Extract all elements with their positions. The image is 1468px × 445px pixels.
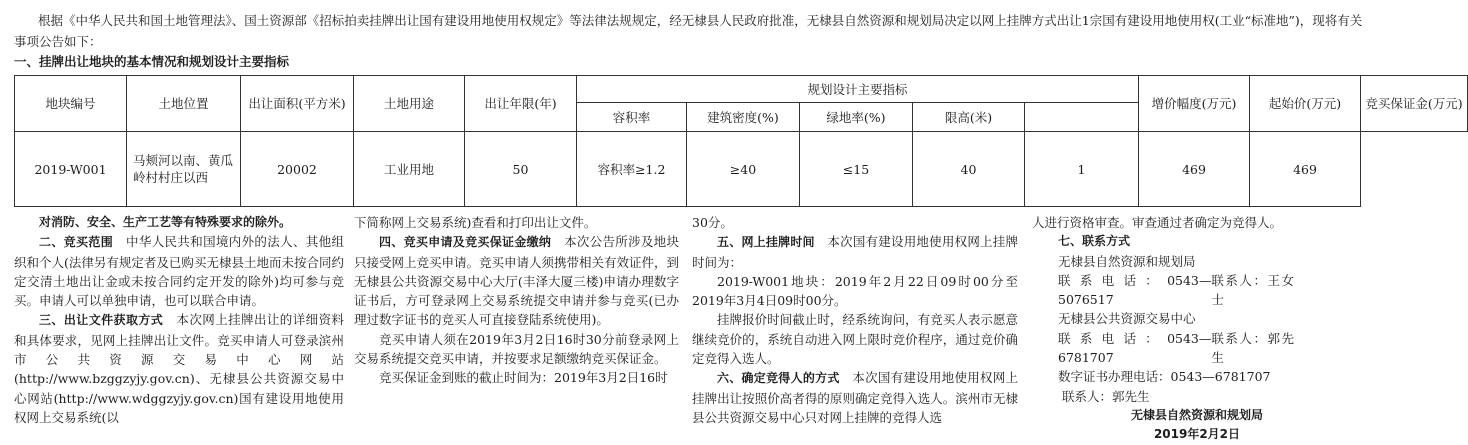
cell-parcel-no: 2019-W001 xyxy=(15,132,127,207)
paragraph: 本次国有建设用地使用权网上挂牌出让按照价高者得的原则确定竞得入选人。滨州市无棣县公共资源交易中心只对网上挂牌的竞得人选 xyxy=(692,370,1018,425)
text-column-4 xyxy=(1032,213,1362,445)
header-area: 出让面积(平方米) xyxy=(241,76,354,132)
contact-row-1 xyxy=(1058,271,1294,310)
paragraph: 本次网上挂牌出让的详细资料和具体要求，见网上挂牌出让文件。竞买申请人可登录滨州市公共资源交易中心网站(http://www.bzggzyjy.gov.cn)、无棣县公共资源交易中心网站(http://www.wdggzyjy.gov.cn)国有建设用地使用权网上交易系统(以 xyxy=(14,312,344,425)
paragraph: 挂牌报价时间截止时，经系统询问，有竞买人表示愿意继续竞价的，系统自动进入网上限时竞价程序，通过竞价确定竞得入选人。 xyxy=(692,312,1018,367)
paragraph: 2019-W001地块：2019年2月22日09时00分至2019年3月4日09时00分。 xyxy=(692,273,1018,309)
contact-person-1: 联系人：王女士 xyxy=(1211,272,1294,308)
paragraph: 竞买保证金到账的截止时间为：2019年3月2日16时 xyxy=(379,370,668,386)
parcel-table xyxy=(14,75,1468,207)
section-heading: 七、联系方式 xyxy=(1058,234,1131,249)
cell-location: 马颊河以南、黄瓜岭村村庄以西 xyxy=(127,132,241,207)
cell-increment: 1 xyxy=(1025,132,1139,207)
header-green: 绿地率(%) xyxy=(800,103,913,132)
publish-date: 2019年2月2日 xyxy=(1153,427,1241,442)
section-heading: 六、确定竞得人的方式 xyxy=(717,371,840,386)
contact-org-2: 无棣县公共资源交易中心 xyxy=(1058,311,1196,327)
paragraph: 中华人民共和国境内外的法人、其他组织和个人(法律另有规定者及已购买无棣县土地而未按合同约定交清土地出让金或未按合同约定开发的除外)均可参与竞买。申请人可以单独申请，也可以联合申请。 xyxy=(14,234,344,309)
header-deposit: 竞买保证金(万元) xyxy=(1361,76,1468,132)
intro-paragraph: 根据《中华人民共和国土地管理法》、国土资源部《招标拍卖挂牌出让国有建设用地使用权规定》等法律法规规定，经无棣县人民政府批准，无棣县自然资源和规划局决定以网上挂牌方式出让1宗国有建设用地使用权(工业“标准地”)，现将有关事项公告如下： xyxy=(14,13,1363,49)
special-requirements-note: 对消防、安全、生产工艺等有特殊要求的除外。 xyxy=(39,215,292,229)
text-column-1 xyxy=(14,213,344,427)
cell-use: 工业用地 xyxy=(354,132,465,207)
header-location: 土地位置 xyxy=(127,76,241,132)
contact-person-3: 联系人：郭先生 xyxy=(1062,388,1150,404)
header-planning: 规划设计主要指标 xyxy=(577,76,1139,103)
cell-height: 40 xyxy=(913,132,1025,207)
contact-phone-1: 联系电话：0543—5076517 xyxy=(1058,272,1212,308)
signer: 无棣县自然资源和规划局 xyxy=(1130,407,1263,422)
contact-org-1: 无棣县自然资源和规划局 xyxy=(1058,253,1196,269)
section-heading: 五、网上挂牌时间 xyxy=(717,235,815,250)
header-height: 限高(米) xyxy=(913,103,1025,132)
header-parcel-no: 地块编号 xyxy=(15,76,127,132)
text-column-2 xyxy=(354,213,679,388)
cell-far: 容积率≥1.2 xyxy=(577,132,687,207)
table-row xyxy=(15,132,1468,207)
header-use: 土地用途 xyxy=(354,76,465,132)
paragraph: 30分。 xyxy=(692,215,733,230)
paragraph: 人进行资格审查。审查通过者确定为竞得人。 xyxy=(1032,215,1283,230)
section-winner-method xyxy=(692,368,1018,427)
contact-row-2 xyxy=(1058,329,1294,368)
section-heading: 四、竞买申请及竞买保证金缴纳 xyxy=(379,235,552,250)
cell-area: 20002 xyxy=(241,132,354,207)
cell-term: 50 xyxy=(465,132,577,207)
header-start-price: 起始价(万元) xyxy=(1250,76,1361,132)
header-increment: 增价幅度(万元) xyxy=(1139,76,1250,132)
contact-person-2: 联系人：郭先生 xyxy=(1211,330,1294,366)
section-heading: 二、竞买范围 xyxy=(39,235,114,250)
cell-start-price: 469 xyxy=(1139,132,1250,207)
text-column-3 xyxy=(692,213,1018,427)
header-term: 出让年限(年) xyxy=(465,76,577,132)
section-listing-time xyxy=(692,232,1018,272)
cell-deposit: 469 xyxy=(1250,132,1361,207)
cert-phone: 数字证书办理电话：0543—6781707 xyxy=(1058,369,1271,385)
cell-green: ≤15 xyxy=(800,132,913,207)
paragraph: 本次公告所涉及地块只接受网上竞买申请。竞买申请人须携带相关有效证件，到无棣县公共资源交易中心大厅(丰泽大厦三楼)申请办理数字证书后，方可登录网上交易系统提交申请并参与竞买(已办理过数字证书的竞买人可直接登陆系统使用)。 xyxy=(354,234,680,328)
paragraph: 竞买申请人须在2019年3月2日16时30分前登录网上交易系统提交竞买申请，并按要求足额缴纳竞买保证金。 xyxy=(354,331,679,367)
section-heading: 三、出让文件获取方式 xyxy=(39,313,164,328)
cell-density: ≥40 xyxy=(687,132,800,207)
section-document-access xyxy=(14,310,344,427)
contact-phone-2: 联系电话：0543—6781707 xyxy=(1058,330,1212,366)
header-far: 容积率 xyxy=(577,103,687,132)
section-heading: 一、挂牌出让地块的基本情况和规划设计主要指标 xyxy=(14,54,290,69)
header-density: 建筑密度(%) xyxy=(687,103,800,132)
section-bidding-scope xyxy=(14,232,344,310)
paragraph: 下简称网上交易系统)查看和打印出让文件。 xyxy=(354,215,597,230)
section-application xyxy=(354,232,679,329)
paragraph: 本次国有建设用地使用权网上挂牌时间为： xyxy=(692,234,1018,270)
